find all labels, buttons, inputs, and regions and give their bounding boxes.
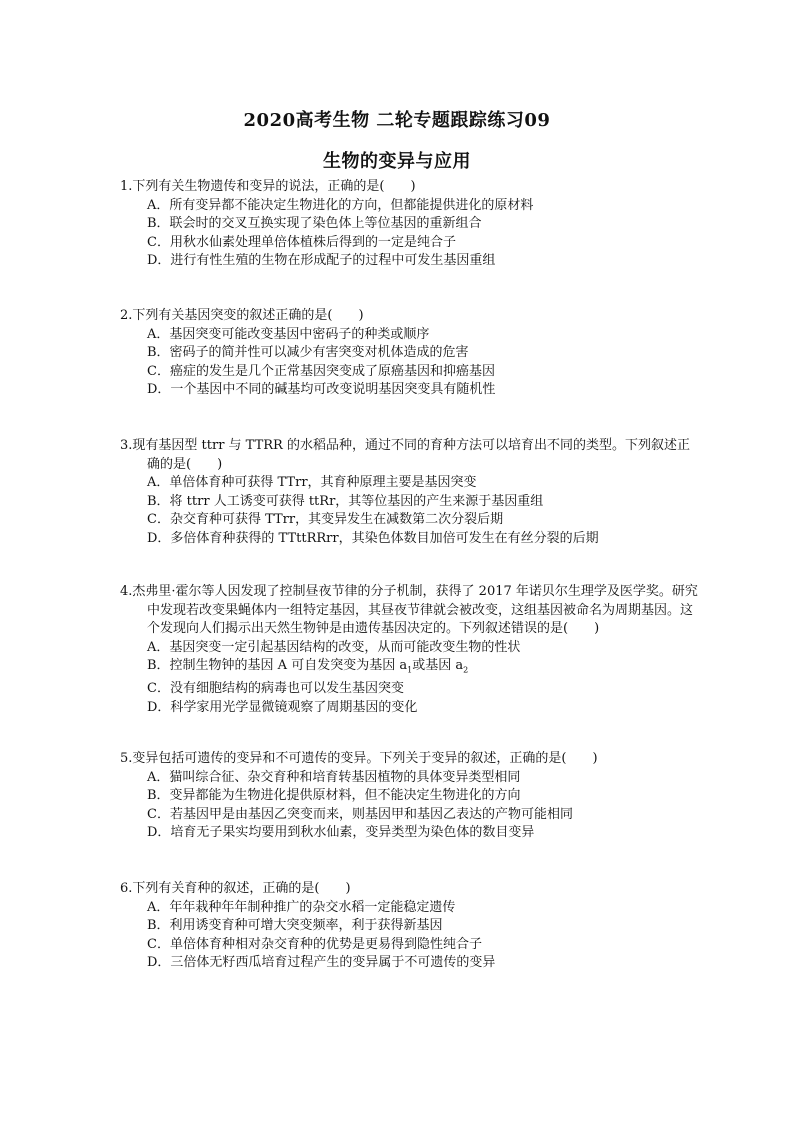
question-stem: 1.下列有关生物遗传和变异的说法，正确的是( ) <box>120 179 416 194</box>
option-d: D．科学家用光学显微镜观察了周期基因的变化 <box>147 699 418 715</box>
document-subtitle: 生物的变异与应用 <box>323 151 471 172</box>
question-5 <box>120 750 700 843</box>
option-d: D．三倍体无籽西瓜培育过程产生的变异属于不可遗传的变异 <box>147 955 496 970</box>
option-a: A．猫叫综合征、杂交育种和培育转基因植物的具体变异类型相同 <box>147 769 521 785</box>
option-b: B．利用诱变育种可增大突变频率，利于获得新基因 <box>147 918 443 933</box>
option-d: D．一个基因中不同的碱基均可改变说明基因突变具有随机性 <box>147 382 496 397</box>
option-d: D．培育无子果实均要用到秋水仙素，变异类型为染色体的数目变异 <box>147 825 535 840</box>
question-6 <box>120 880 700 973</box>
question-stem: 2.下列有关基因突变的叙述正确的是( ) <box>120 308 364 323</box>
option-a: A．所有变异都不能决定生物进化的方向，但都能提供进化的原材料 <box>147 197 534 213</box>
option-a: A．基因突变可能改变基因中密码子的种类或顺序 <box>147 326 430 342</box>
question-2 <box>120 307 700 400</box>
option-b: B．变异都能为生物进化提供原材料，但不能决定生物进化的方向 <box>147 788 521 803</box>
option-c: C．没有细胞结构的病毒也可以发生基因突变 <box>147 681 404 697</box>
question-3 <box>120 437 700 548</box>
option-a: A．基因突变一定引起基因结构的改变，从而可能改变生物的性状 <box>147 639 521 655</box>
question-stem: 6.下列有关育种的叙述，正确的是( ) <box>120 881 351 896</box>
option-c: C．杂交育种可获得 TTrr，其变异发生在减数第二次分裂后期 <box>147 512 504 527</box>
question-stem: 3.现有基因型 ttrr 与 TTRR 的水稻品种，通过不同的育种方法可以培育出不同的类型。下列叙述正确的是( ) <box>120 438 690 472</box>
option-b: B．联会时的交叉互换实现了染色体上等位基因的重新组合 <box>147 216 482 231</box>
option-b: B．密码子的简并性可以减少有害突变对机体造成的危害 <box>147 345 469 360</box>
subscript: 2 <box>463 665 469 675</box>
option-b-text-middle: 或基因 a <box>412 658 464 673</box>
option-a: A．年年栽种年年制种推广的杂交水稻一定能稳定遗传 <box>147 899 456 915</box>
question-1 <box>120 178 700 271</box>
document-title: 2020高考生物 二轮专题跟踪练习09 <box>243 110 551 131</box>
subscript: 1 <box>407 665 413 675</box>
option-c: C．单倍体育种相对杂交育种的优势是更易得到隐性纯合子 <box>147 936 482 952</box>
option-d: D．进行有性生殖的生物在形成配子的过程中可发生基因重组 <box>147 253 496 268</box>
option-d: D．多倍体育种获得的 TTttRRrr，其染色体数目加倍可发生在有丝分裂的后期 <box>147 530 599 546</box>
question-stem: 5.变异包括可遗传的变异和不可遗传的变异。下列关于变异的叙述，正确的是( ) <box>120 751 598 766</box>
option-b: B．将 ttrr 人工诱变可获得 ttRr，其等位基因的产生来源于基因重组 <box>147 493 544 509</box>
option-b <box>120 657 700 680</box>
question-stem: 4.杰弗里·霍尔等人因发现了控制昼夜节律的分子机制，获得了 2017 年诺贝尔生理学及医学奖。研究中发现若改变果蝇体内一组特定基因，其昼夜节律就会被改变，这组基因被命名为周期基因。这个发现向人们揭示出天然生物钟是由遗传基因决定的。下列叙述错误的是( ) <box>120 584 698 636</box>
option-c: C．若基因甲是由基因乙突变而来，则基因甲和基因乙表达的产物可能相同 <box>147 806 573 822</box>
option-c: C．用秋水仙素处理单倍体植株后得到的一定是纯合子 <box>147 234 456 250</box>
option-b-text: B．控制生物钟的基因 A 可自发突变为基因 a <box>147 658 408 673</box>
option-a: A．单倍体育种可获得 TTrr，其育种原理主要是基因突变 <box>147 475 477 490</box>
option-c: C．癌症的发生是几个正常基因突变成了原癌基因和抑癌基因 <box>147 363 495 379</box>
question-4 <box>120 583 700 717</box>
